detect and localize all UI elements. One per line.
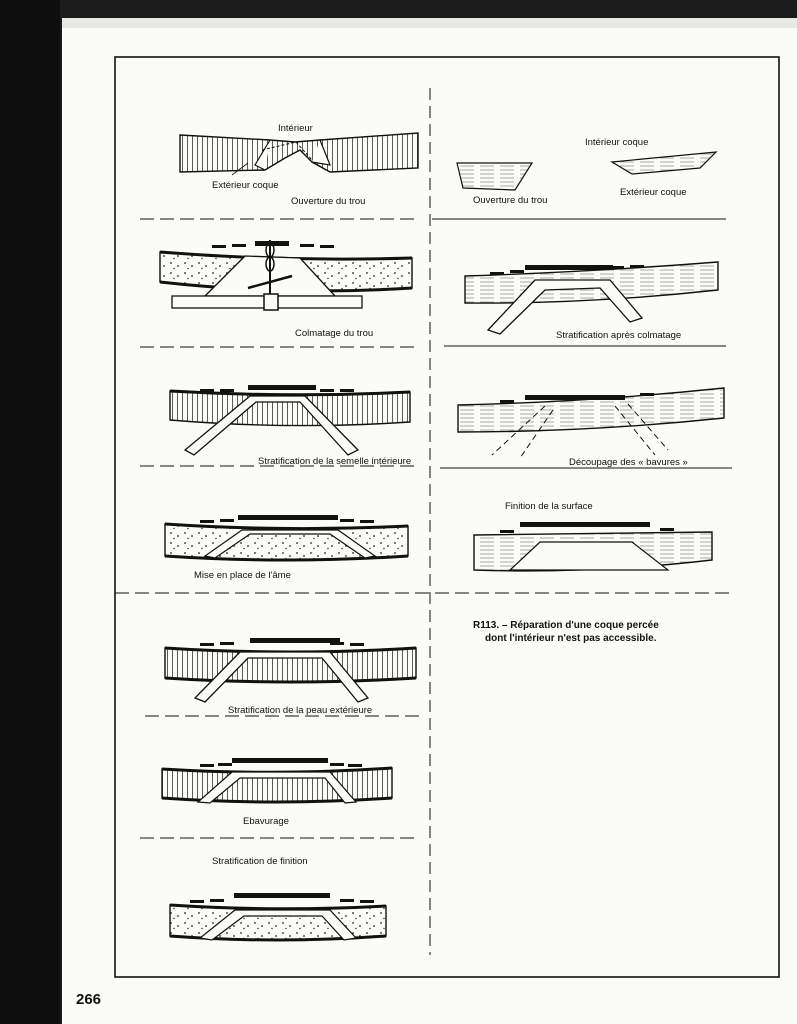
label-stratification-apres-colmatage: Stratification après colmatage [556,330,682,341]
label-finition: Stratification de finition [212,856,308,867]
label-ouverture-trou: Ouverture du trou [291,196,366,207]
label-ouverture-trou-right: Ouverture du trou [473,195,548,206]
label-peau-exterieure: Stratification de la peau extérieure [228,705,373,716]
label-interieur: Intérieur [278,123,313,134]
label-decoupage-bavures: Découpage des « bavures » [569,457,688,468]
page-number: 266 [76,991,102,1008]
label-exterieur-coque: Extérieur coque [212,180,279,191]
label-finition-surface: Finition de la surface [505,501,593,512]
label-mise-en-place-ame: Mise en place de l'âme [194,570,291,581]
label-exterieur-coque-right: Extérieur coque [620,187,687,198]
label-semelle-interieure: Stratification de la semelle intérieure [258,456,412,467]
label-interieur-coque: Intérieur coque [585,137,649,148]
figure-caption-line1: R113. – Réparation d'une coque percée [473,620,659,631]
figure-caption-line2: dont l'intérieur n'est pas accessible. [485,633,657,644]
label-ebavurage: Ebavurage [243,816,289,827]
label-colmatage: Colmatage du trou [295,328,374,339]
